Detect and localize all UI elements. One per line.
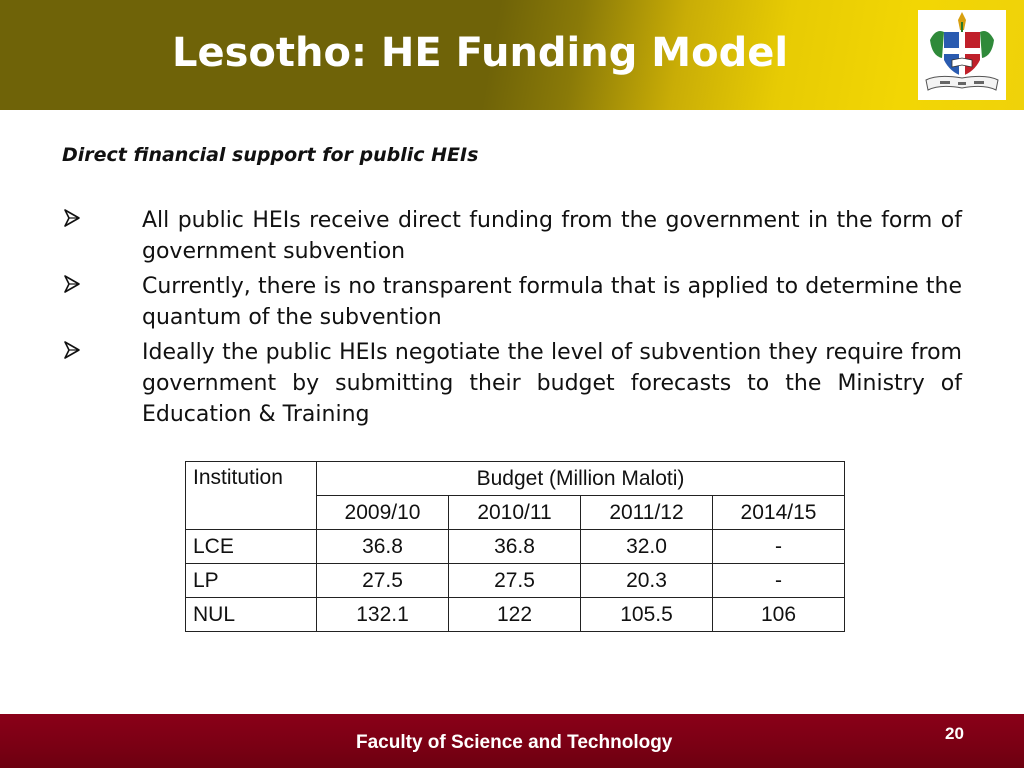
bullet-item	[62, 271, 962, 333]
arrow-bullet-icon	[62, 340, 82, 360]
institution-cell: LP	[186, 564, 317, 598]
table-row	[186, 530, 845, 564]
arrow-bullet-icon	[62, 208, 82, 228]
year-header: 2011/12	[581, 496, 713, 530]
value-cell: -	[713, 530, 845, 564]
value-cell: 27.5	[317, 564, 449, 598]
table-row	[186, 598, 845, 632]
institution-header: Institution	[186, 462, 317, 530]
value-cell: 122	[449, 598, 581, 632]
university-crest-icon	[918, 10, 1006, 100]
value-cell: 36.8	[449, 530, 581, 564]
value-cell: 132.1	[317, 598, 449, 632]
year-header: 2009/10	[317, 496, 449, 530]
budget-table	[185, 461, 845, 632]
value-cell: 20.3	[581, 564, 713, 598]
bullet-list	[62, 205, 962, 434]
value-cell: 27.5	[449, 564, 581, 598]
value-cell: 36.8	[317, 530, 449, 564]
year-header: 2014/15	[713, 496, 845, 530]
bullet-item	[62, 337, 962, 430]
slide-footer	[0, 714, 1024, 768]
value-cell: -	[713, 564, 845, 598]
value-cell: 105.5	[581, 598, 713, 632]
bullet-text: Currently, there is no transparent formula that is applied to determine the quantum of the subvention	[142, 274, 962, 330]
bullet-text: Ideally the public HEIs negotiate the level of subvention they require from government by submitting their budget forecasts to the Ministry of Education & Training	[142, 340, 962, 427]
bullet-item	[62, 205, 962, 267]
value-cell: 106	[713, 598, 845, 632]
section-subtitle: Direct financial support for public HEIs	[62, 144, 479, 166]
page-number: 20	[945, 724, 964, 743]
institution-cell: NUL	[186, 598, 317, 632]
institution-cell: LCE	[186, 530, 317, 564]
bullet-text: All public HEIs receive direct funding from the government in the form of government subvention	[142, 208, 962, 264]
table-header-row	[186, 462, 845, 496]
year-header: 2010/11	[449, 496, 581, 530]
footer-text: Faculty of Science and Technology	[356, 732, 673, 753]
table-row	[186, 564, 845, 598]
budget-header: Budget (Million Maloti)	[317, 462, 845, 496]
slide-title: Lesotho: HE Funding Model	[172, 30, 789, 76]
slide-header	[0, 0, 1024, 110]
arrow-bullet-icon	[62, 274, 82, 294]
value-cell: 32.0	[581, 530, 713, 564]
